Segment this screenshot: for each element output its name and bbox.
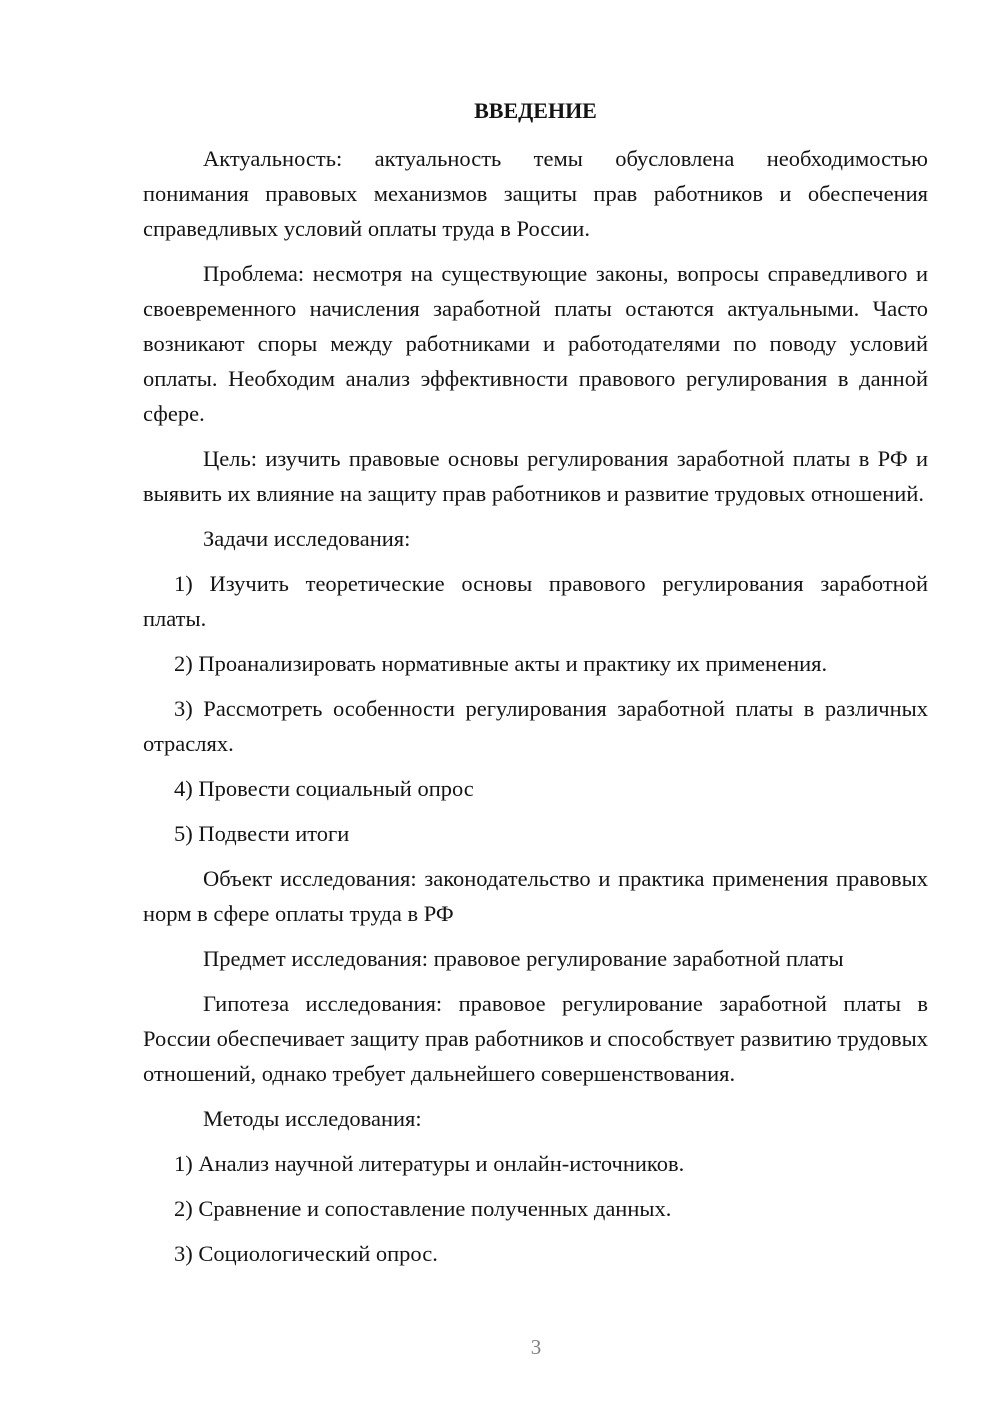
relevance-paragraph: Актуальность: актуальность темы обусловлена необходимостью понимания правовых механизмов защиты прав работников и обеспечения справедливых условий оплаты труда в России. bbox=[143, 146, 928, 241]
task-item: 5) Подвести итоги bbox=[174, 821, 350, 846]
goal-paragraph: Цель: изучить правовые основы регулирования заработной платы в РФ и выявить их влияние на защиту прав работников и развитие трудовых отношений. bbox=[143, 446, 928, 506]
document-body bbox=[143, 94, 928, 1281]
method-item: 2) Сравнение и сопоставление полученных данных. bbox=[174, 1196, 672, 1221]
task-item: 3) Рассмотреть особенности регулирования заработной платы в различных отраслях. bbox=[143, 696, 928, 756]
method-item: 3) Социологический опрос. bbox=[174, 1241, 438, 1266]
task-item: 4) Провести социальный опрос bbox=[174, 776, 474, 801]
methods-heading: Методы исследования: bbox=[203, 1106, 422, 1131]
object-paragraph: Объект исследования: законодательство и практика применения правовых норм в сфере оплаты труда в РФ bbox=[143, 866, 928, 926]
task-item: 1) Изучить теоретические основы правового регулирования заработной платы. bbox=[143, 571, 928, 631]
task-item: 2) Проанализировать нормативные акты и практику их применения. bbox=[174, 651, 828, 676]
problem-paragraph: Проблема: несмотря на существующие законы, вопросы справедливого и своевременного начисления заработной платы остаются актуальными. Часто возникают споры между работниками и работодателями по поводу условий оплаты. Необходим анализ эффективности правового регулирования в данной сфере. bbox=[143, 261, 928, 426]
method-item: 1) Анализ научной литературы и онлайн-источников. bbox=[174, 1151, 685, 1176]
tasks-heading: Задачи исследования: bbox=[203, 526, 411, 551]
section-title: ВВЕДЕНИЕ bbox=[474, 98, 597, 123]
subject-paragraph: Предмет исследования: правовое регулирование заработной платы bbox=[203, 946, 844, 971]
page-number: 3 bbox=[530, 1335, 542, 1359]
hypothesis-paragraph: Гипотеза исследования: правовое регулирование заработной платы в России обеспечивает защиту прав работников и способствует развитию трудовых отношений, однако требует дальнейшего совершенствования. bbox=[143, 991, 928, 1086]
